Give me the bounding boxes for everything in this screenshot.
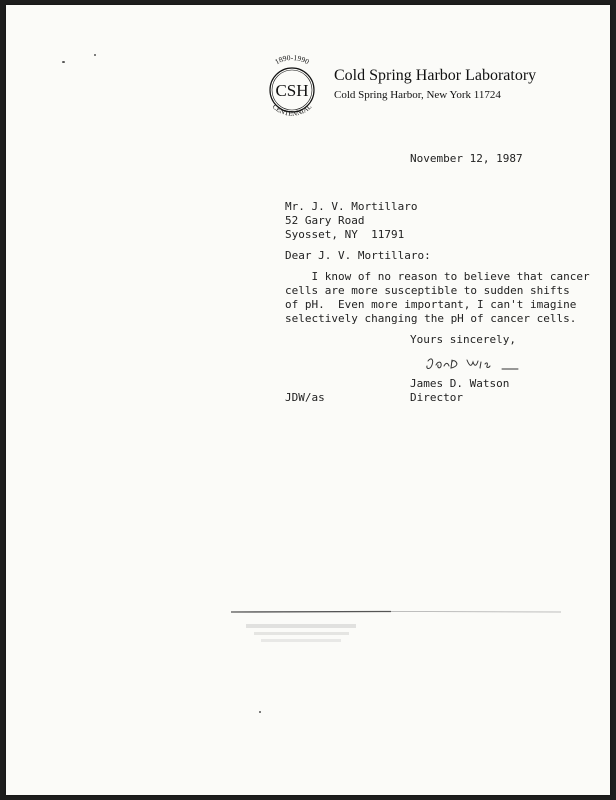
closing: Yours sincerely, [410, 333, 516, 346]
seal-years: 1890-1990 [273, 53, 311, 67]
paper-speck [94, 54, 96, 56]
paper-speck [62, 61, 65, 63]
recipient-name: Mr. J. V. Mortillaro [285, 200, 418, 213]
seal-ribbon: CENTENNIAL [270, 102, 314, 118]
svg-text:1890-1990 [273, 53, 311, 66]
body-line: cells are more susceptible to sudden shifts [285, 284, 570, 297]
recipient-city: Syosset, NY 11791 [285, 228, 405, 241]
body-line: of pH. Even more important, I can't imagine [285, 298, 577, 311]
salutation: Dear J. V. Mortillaro: [285, 249, 431, 262]
paper-speck [259, 711, 261, 713]
signer-name: James D. Watson [410, 377, 510, 390]
handwritten-signature [422, 351, 522, 377]
letter-date: November 12, 1987 [410, 152, 523, 165]
recipient-street: 52 Gary Road [285, 214, 365, 227]
body-line: I know of no reason to believe that cancer [285, 270, 590, 283]
letter-page [6, 5, 610, 795]
svg-text:CENTENNIAL [271, 103, 314, 118]
organization-name: Cold Spring Harbor Laboratory [334, 67, 537, 84]
reference-initials: JDW/as [285, 391, 325, 404]
fold-line-smudge [231, 607, 561, 617]
organization-address: Cold Spring Harbor, New York 11724 [334, 89, 501, 101]
signer-title: Director [410, 391, 463, 404]
body-line: selectively changing the pH of cancer cells. [285, 312, 577, 325]
csh-centennial-seal [254, 52, 330, 128]
bleed-through-smudge [246, 622, 366, 650]
seal-initials: CSH [275, 81, 309, 100]
